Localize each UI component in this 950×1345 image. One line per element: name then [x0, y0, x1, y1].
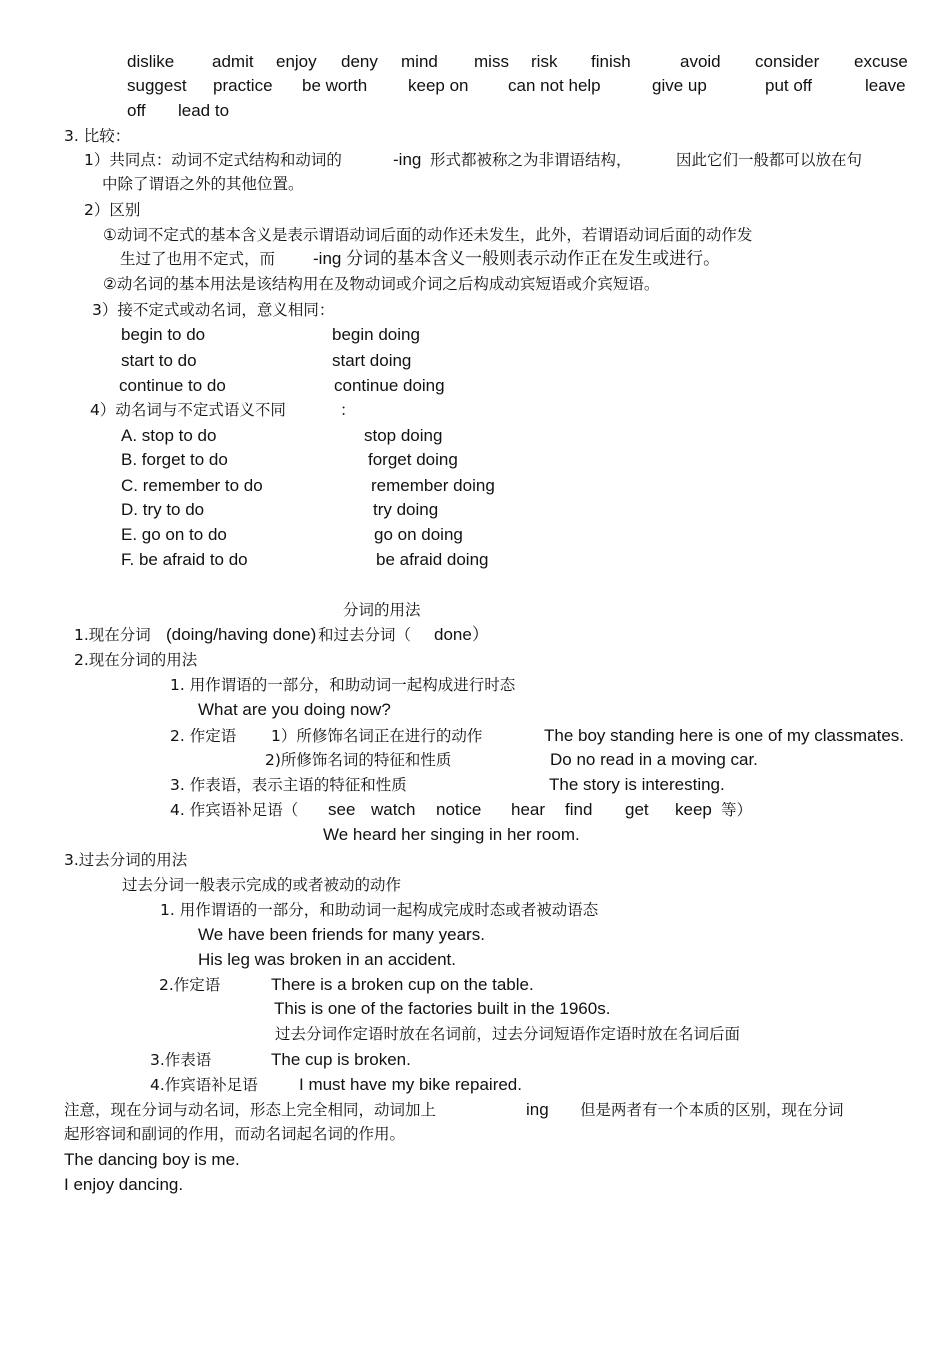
- present-usage-4: 4. 作宾语补足语（: [170, 801, 299, 819]
- verb-word: dislike: [127, 52, 175, 71]
- note-line-2: 起形容词和副词的作用，而动名词起名词的作用。: [64, 1125, 406, 1143]
- page-title: 分词的用法: [343, 601, 421, 619]
- infinitive-form: B. forget to do: [121, 450, 228, 469]
- gerund-form: remember doing: [371, 476, 495, 495]
- verb-word: keep: [675, 800, 712, 819]
- verb-word: keep on: [408, 76, 469, 95]
- common-point-tail: 因此它们一般都可以放在句: [676, 151, 863, 169]
- difference-item-1-cont: 生过了也用不定式，而: [120, 250, 276, 268]
- gerund-form: try doing: [373, 500, 439, 519]
- difference-item-2: ②动名词的基本用法是该结构用在及物动词或介词之后构成动宾短语或介宾短语。: [103, 275, 660, 293]
- difference-item-1-ing: -ing 分词的基本含义一般则表示动作正在发生或进行。: [313, 249, 721, 268]
- example-sentence: I must have my bike repaired.: [299, 1075, 522, 1094]
- same-meaning-heading: 3）接不定式或动名词，意义相同：: [92, 301, 335, 319]
- definition-present: 1.现在分词: [74, 626, 151, 644]
- gerund-form: forget doing: [368, 450, 458, 469]
- infinitive-form: begin to do: [121, 325, 206, 344]
- verb-word: consider: [755, 52, 820, 71]
- verb-word: mind: [401, 52, 438, 71]
- present-usage-1: 1. 用作谓语的一部分，和助动词一起构成进行时态: [170, 676, 516, 694]
- past-usage-4: 4.作宾语补足语: [150, 1076, 258, 1094]
- verb-word: enjoy: [276, 52, 317, 71]
- common-point-label: 1）共同点：动词不定式结构和动词的: [84, 151, 342, 169]
- definition-present-forms: (doing/having done): [166, 625, 317, 644]
- verb-word: suggest: [127, 76, 187, 95]
- past-usage-3: 3.作表语: [150, 1051, 212, 1069]
- example-sentence: What are you doing now?: [198, 700, 391, 719]
- past-usage-1: 1. 用作谓语的一部分，和助动词一起构成完成时态或者被动语态: [160, 901, 599, 919]
- example-sentence: Do no read in a moving car.: [550, 750, 758, 769]
- verb-word: find: [565, 800, 593, 819]
- past-participle-heading: 3.过去分词的用法: [64, 851, 188, 869]
- verb-word: notice: [436, 800, 482, 819]
- note-line-1: 注意，现在分词与动名词，形态上完全相同，动词加上: [64, 1101, 437, 1119]
- verb-word: be worth: [302, 76, 368, 95]
- different-meaning-heading: 4）动名词与不定式语义不同: [90, 401, 286, 419]
- example-sentence: His leg was broken in an accident.: [198, 950, 456, 969]
- definition-past-form: done）: [434, 625, 489, 644]
- verb-word: can not help: [508, 76, 601, 95]
- verb-word: off: [127, 101, 146, 120]
- verb-word: deny: [341, 52, 378, 71]
- verb-word: see: [328, 800, 356, 819]
- example-sentence: This is one of the factories built in the 1960s.: [274, 999, 611, 1018]
- verb-word: leave: [865, 76, 906, 95]
- definition-past: 和过去分词（: [318, 626, 412, 644]
- infinitive-form: C. remember to do: [121, 476, 263, 495]
- present-usage-4-end: 等）: [721, 801, 753, 819]
- verb-word: lead to: [178, 101, 230, 120]
- infinitive-form: A. stop to do: [121, 426, 217, 445]
- past-usage-2-note: 过去分词作定语时放在名词前，过去分词短语作定语时放在名词后面: [275, 1025, 741, 1043]
- present-usage-2: 2. 作定语: [170, 727, 237, 745]
- infinitive-form: F. be afraid to do: [121, 550, 248, 569]
- verb-word: excuse: [854, 52, 908, 71]
- note-line-1-cont: 但是两者有一个本质的区别，现在分词: [580, 1101, 844, 1119]
- common-point-text: 形式都被称之为非谓语结构，: [430, 151, 632, 169]
- example-sentence: We heard her singing in her room.: [323, 825, 580, 844]
- verb-word: put off: [765, 76, 812, 95]
- gerund-form: begin doing: [332, 325, 420, 344]
- section-heading-compare: 3. 比较：: [64, 127, 131, 145]
- difference-item-1: ①动词不定式的基本含义是表示谓语动词后面的动作还未发生，此外，若谓语动词后面的动作发: [103, 226, 753, 244]
- verb-word: finish: [591, 52, 631, 71]
- verb-word: practice: [213, 76, 273, 95]
- verb-word: hear: [511, 800, 546, 819]
- verb-word: get: [625, 800, 649, 819]
- example-sentence: We have been friends for many years.: [198, 925, 485, 944]
- verb-word: watch: [371, 800, 416, 819]
- example-sentence: The cup is broken.: [271, 1050, 411, 1069]
- common-point-line2: 中除了谓语之外的其他位置。: [102, 175, 304, 193]
- example-sentence: The story is interesting.: [549, 775, 725, 794]
- infinitive-form: start to do: [121, 351, 197, 370]
- verb-word: give up: [652, 76, 707, 95]
- verb-word: avoid: [680, 52, 721, 71]
- present-usage-2a: 1）所修饰名词正在进行的动作: [271, 727, 483, 745]
- verb-word: risk: [531, 52, 558, 71]
- past-participle-intro: 过去分词一般表示完成的或者被动的动作: [122, 876, 402, 894]
- note-ing: ing: [526, 1100, 549, 1119]
- difference-heading: 2）区别: [84, 201, 141, 219]
- gerund-form: continue doing: [334, 376, 445, 395]
- present-usage-3: 3. 作表语，表示主语的特征和性质: [170, 776, 407, 794]
- example-sentence: I enjoy dancing.: [64, 1175, 184, 1194]
- common-point-ing: -ing: [393, 150, 422, 169]
- infinitive-form: D. try to do: [121, 500, 205, 519]
- gerund-form: start doing: [332, 351, 412, 370]
- infinitive-form: continue to do: [119, 376, 226, 395]
- infinitive-form: E. go on to do: [121, 525, 227, 544]
- past-usage-2: 2.作定语: [159, 976, 221, 994]
- verb-word: miss: [474, 52, 509, 71]
- example-sentence: There is a broken cup on the table.: [271, 975, 534, 994]
- example-sentence: The dancing boy is me.: [64, 1150, 240, 1169]
- example-sentence: The boy standing here is one of my classmates.: [544, 726, 905, 745]
- present-usage-2b: 2)所修饰名词的特征和性质: [265, 751, 452, 769]
- gerund-form: be afraid doing: [376, 550, 489, 569]
- gerund-form: stop doing: [364, 426, 443, 445]
- present-participle-heading: 2.现在分词的用法: [74, 651, 198, 669]
- verb-word: admit: [212, 52, 254, 71]
- gerund-form: go on doing: [374, 525, 463, 544]
- different-meaning-colon: ：: [340, 401, 356, 419]
